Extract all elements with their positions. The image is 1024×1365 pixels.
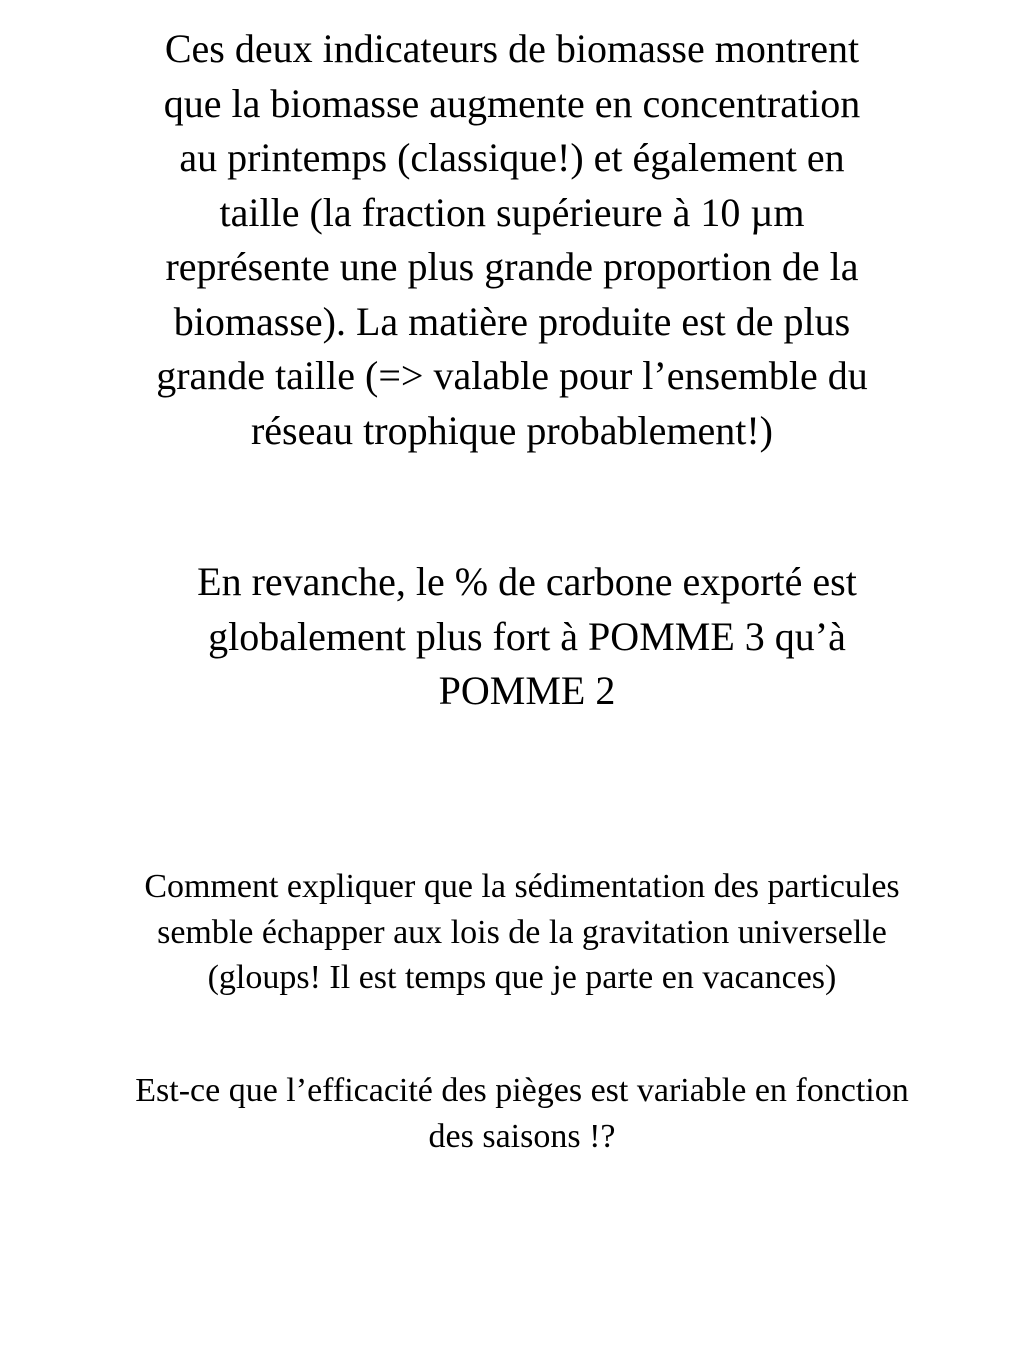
traps-question: Est-ce que l’efficacité des pièges est variable en fonction des saisons !? — [135, 1072, 909, 1155]
carbon-export-paragraph: En revanche, le % de carbone exporté est globalement plus fort à POMME 3 qu’à POMME 2 — [197, 559, 857, 713]
intro-paragraph: Ces deux indicateurs de biomasse montrent que la biomasse augmente en concentration au printemps (classique!) et également en taille (la fraction supérieure à 10 µm représente une plus grande proportion de la biomasse). La matière produite est de plus grande taille (=> valable pour l’ensemble du réseau trophique probablement!) — [156, 26, 868, 453]
sedimentation-question: Comment expliquer que la sédimentation des particules semble échapper aux lois de la gravitation universelle (gloups! Il est temps que je parte en vacances) — [144, 868, 900, 996]
